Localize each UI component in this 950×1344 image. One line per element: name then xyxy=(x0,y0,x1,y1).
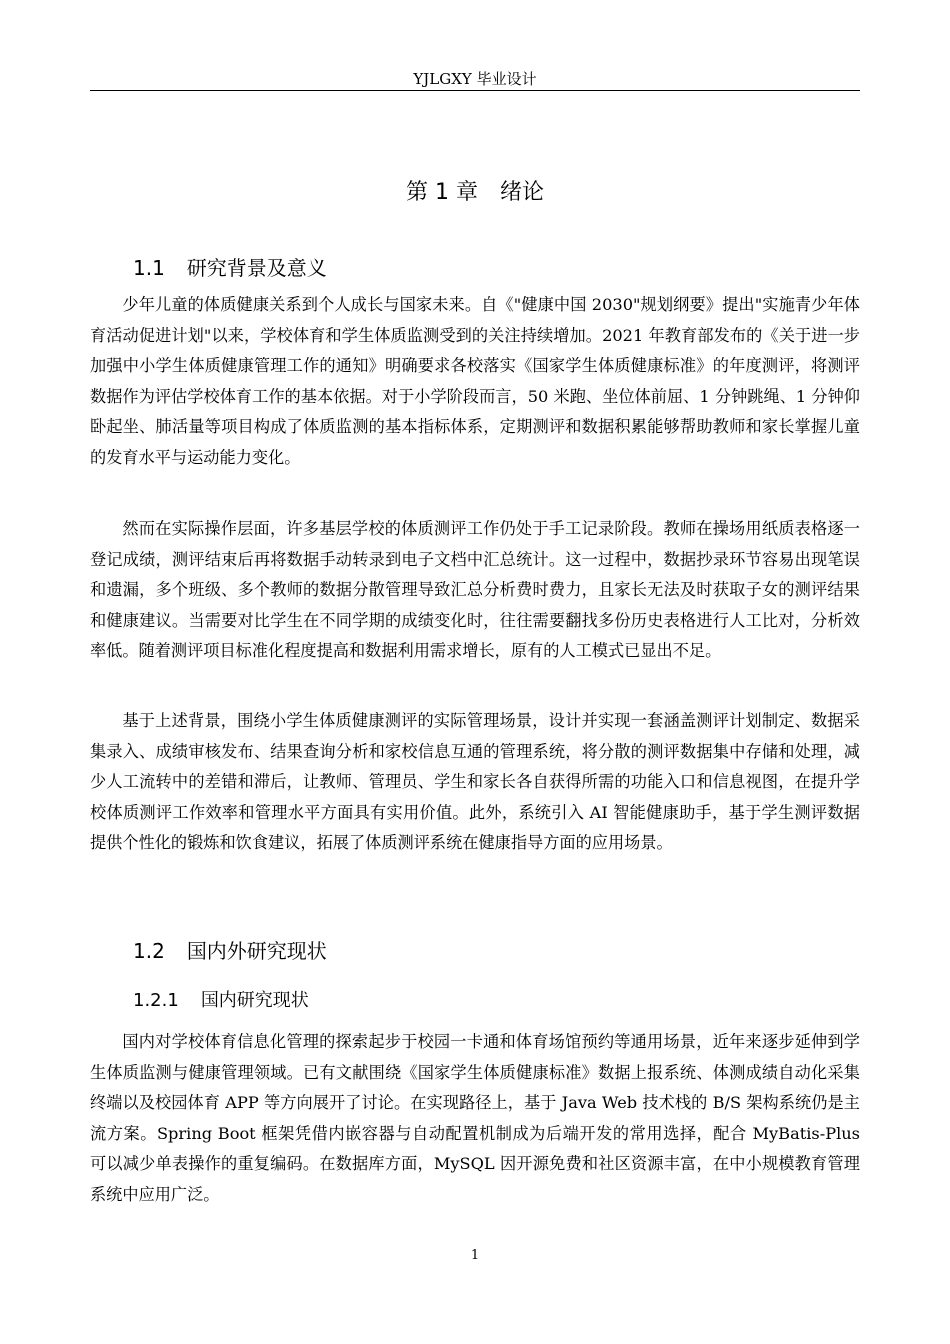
section-heading-1-2 xyxy=(133,937,327,965)
paragraph: 然而在实际操作层面，许多基层学校的体质测评工作仍处于手工记录阶段。教师在操场用纸质表格逐一登记成绩，测评结束后再将数据手动转录到电子文档中汇总统计。这一过程中，数据抄录环节容易出现笔误和遗漏，多个班级、多个教师的数据分散管理导致汇总分析费时费力，且家长无法及时获取子女的测评结果和健康建议。当需要对比学生在不同学期的成绩变化时，往往需要翻找多份历史表格进行人工比对，分析效率低。随着测评项目标准化程度提高和数据利用需求增长，原有的人工模式已显出不足。 xyxy=(90,519,860,661)
section-number: 1.2 xyxy=(133,939,165,963)
paragraph: 国内对学校体育信息化管理的探索起步于校园一卡通和体育场馆预约等通用场景，近年来逐步延伸到学生体质监测与健康管理领域。已有文献围绕《国家学生体质健康标准》数据上报系统、体测成绩自动化采集终端以及校园体育 APP 等方向展开了讨论。在实现路径上，基于 Java Web 技术栈的 B/S 架构系统仍是主流方案。Spring Boot 框架凭借内嵌容器与自动配置机制成为后端开发的常用选择，配合 MyBatis-Plus 可以减少单表操作的重复编码。在数据库方面，MySQL 因开源免费和社区资源丰富，在中小规模教育管理系统中应用广泛。 xyxy=(90,1032,860,1204)
page-header: YJLGXY 毕业设计 xyxy=(413,70,537,88)
subsection-title: 国内研究现状 xyxy=(200,990,309,1011)
header-rule xyxy=(90,90,860,91)
paragraph: 基于上述背景，围绕小学生体质健康测评的实际管理场景，设计并实现一套涵盖测评计划制定、数据采集录入、成绩审核发布、结果查询分析和家校信息互通的管理系统，将分散的测评数据集中存储和处理，减少人工流转中的差错和滞后，让教师、管理员、学生和家长各自获得所需的功能入口和信息视图，在提升学校体质测评工作效率和管理水平方面具有实用价值。此外，系统引入 AI 智能健康助手，基于学生测评数据提供个性化的锻炼和饮食建议，拓展了体质测评系统在健康指导方面的应用场景。 xyxy=(90,711,860,853)
subsection-heading-1-2-1 xyxy=(133,988,309,1014)
section-title: 国内外研究现状 xyxy=(186,939,327,963)
section-number: 1.1 xyxy=(133,256,165,280)
paragraph: 少年儿童的体质健康关系到个人成长与国家未来。自《"健康中国 2030"规划纲要》提出"实施青少年体育活动促进计划"以来，学校体育和学生体质监测受到的关注持续增加。2021 年教育部发布的《关于进一步加强中小学生体质健康管理工作的通知》明确要求各校落实《国家学生体质健康标准》的年度测评，将测评数据作为评估学校体育工作的基本依据。对于小学阶段而言，50 米跑、坐位体前屈、1 分钟跳绳、1 分钟仰卧起坐、肺活量等项目构成了体质监测的基本指标体系，定期测评和数据积累能够帮助教师和家长掌握儿童的发育水平与运动能力变化。 xyxy=(90,295,860,467)
chapter-number: 第 1 章 xyxy=(406,180,478,205)
subsection-number: 1.2.1 xyxy=(133,990,179,1011)
page-number: 1 xyxy=(470,1248,480,1263)
section-title: 研究背景及意义 xyxy=(186,256,327,280)
chapter-title xyxy=(90,178,860,208)
section-heading-1-1 xyxy=(133,254,327,282)
chapter-name: 绪论 xyxy=(499,180,544,205)
